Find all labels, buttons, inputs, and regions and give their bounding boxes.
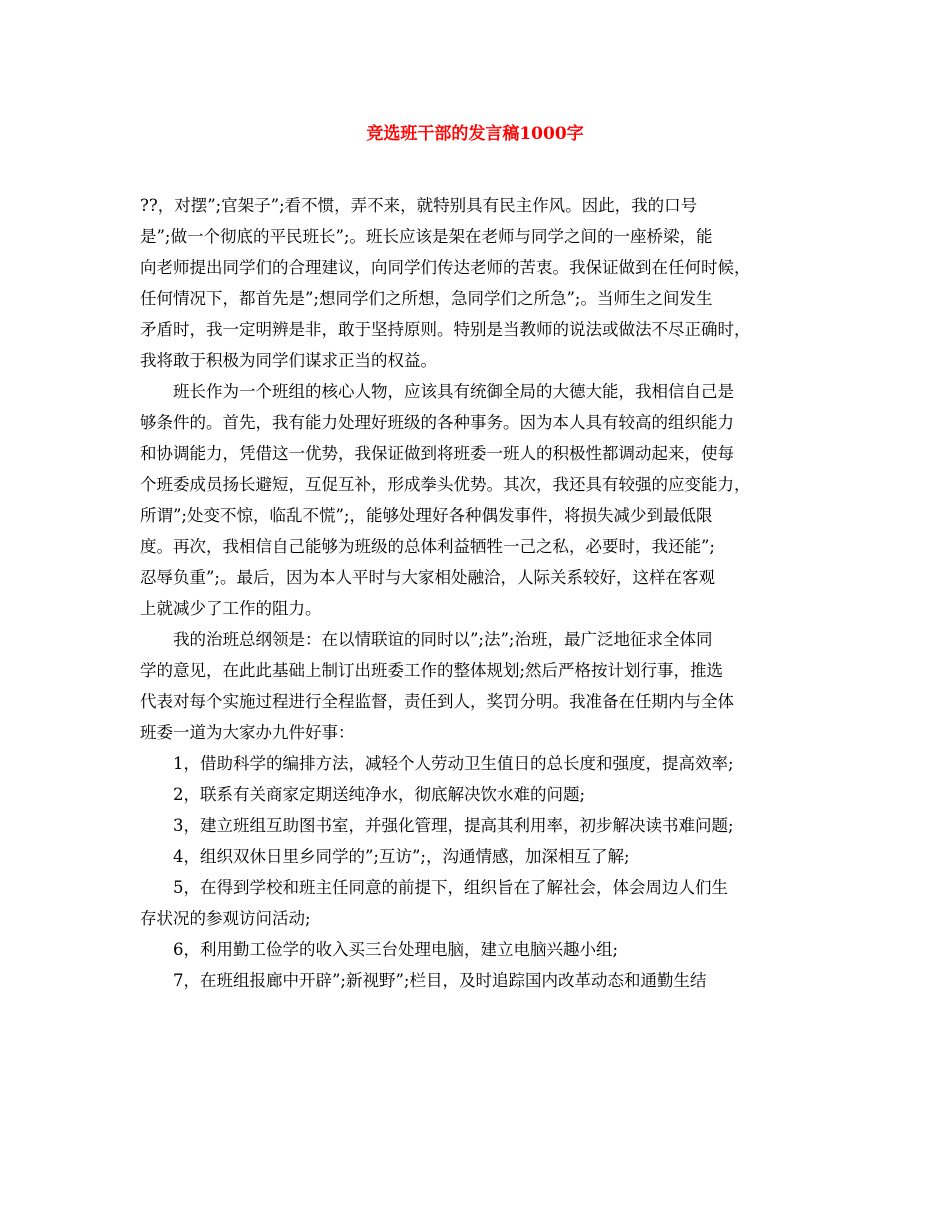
list-item: 2，联系有关商家定期送纯净水，彻底解决饮水难的问题;	[173, 785, 586, 804]
text-line: 够条件的。首先，我有能力处理好班级的各种事务。因为本人具有较高的组织能力	[140, 413, 734, 432]
text-line: 学的意见，在此此基础上制订出班委工作的整体规划;然后严格按计划行事，推选	[140, 661, 724, 680]
text-line: 度。再次，我相信自己能够为班级的总体利益牺牲一己之私，必要时，我还能”;	[140, 537, 715, 556]
text-line: 代表对每个实施过程进行全程监督，责任到人，奖罚分明。我准备在任期内与全体	[140, 692, 734, 711]
document-body	[140, 190, 815, 996]
document-title: 竞选班干部的发言稿1000字	[366, 124, 584, 144]
text-line: 矛盾时，我一定明辨是非，敢于坚持原则。特别是当教师的说法或做法不尽正确时，	[140, 320, 751, 339]
text-line: 和协调能力，凭借这一优势，我保证做到将班委一班人的积极性都调动起来，使每	[140, 444, 734, 463]
text-line: 所谓”;处变不惊，临乱不慌”;，能够处理好各种偶发事件，将损失减少到最低限	[140, 506, 713, 525]
text-line: 班长作为一个班组的核心人物，应该具有统御全局的大德大能，我相信自己是	[173, 382, 734, 401]
list-item: 7，在班组报廊中开辟”;新视野”;栏目，及时追踪国内改革动态和通勤生结	[173, 971, 707, 990]
text-line: ??，对摆”;官架子”;看不惯，弄不来，就特别具有民主作风。因此，我的口号	[140, 196, 698, 215]
list-item: 4，组织双休日里乡同学的”;互访”;，沟通情感，加深相互了解;	[173, 847, 630, 866]
text-line: 存状况的参观访问活动;	[140, 909, 311, 928]
text-line: 我的治班总纲领是：在以情联谊的同时以”;法”;治班，最广泛地征求全体同	[173, 630, 713, 649]
text-line: 我将敢于积极为同学们谋求正当的权益。	[140, 351, 437, 370]
list-item: 1，借助科学的编排方法，减轻个人劳动卫生值日的总长度和强度，提高效率;	[173, 754, 734, 773]
text-line: 班委一道为大家办九件好事：	[140, 723, 355, 742]
text-line: 向老师提出同学们的合理建议，向同学们传达老师的苦衷。我保证做到在任何时候，	[140, 258, 751, 277]
text-line: 是”;做一个彻底的平民班长”;。班长应该是架在老师与同学之间的一座桥梁，能	[140, 227, 713, 246]
list-item: 6，利用勤工俭学的收入买三台处理电脑，建立电脑兴趣小组;	[173, 940, 619, 959]
text-line: 个班委成员扬长避短，互促互补，形成拳头优势。其次，我还具有较强的应变能力，	[140, 475, 751, 494]
text-line: 上就减少了工作的阻力。	[140, 599, 322, 618]
list-item: 3，建立班组互助图书室，并强化管理，提高其利用率，初步解决读书难问题;	[173, 816, 734, 835]
text-line: 忍辱负重”;。最后，因为本人平时与大家相处融洽，人际关系较好，这样在客观	[140, 568, 715, 587]
text-line: 任何情况下，都首先是”;想同学们之所想，急同学们之所急”;。当师生之间发生	[140, 289, 713, 308]
list-item: 5，在得到学校和班主任同意的前提下，组织旨在了解社会，体会周边人们生	[173, 878, 728, 897]
